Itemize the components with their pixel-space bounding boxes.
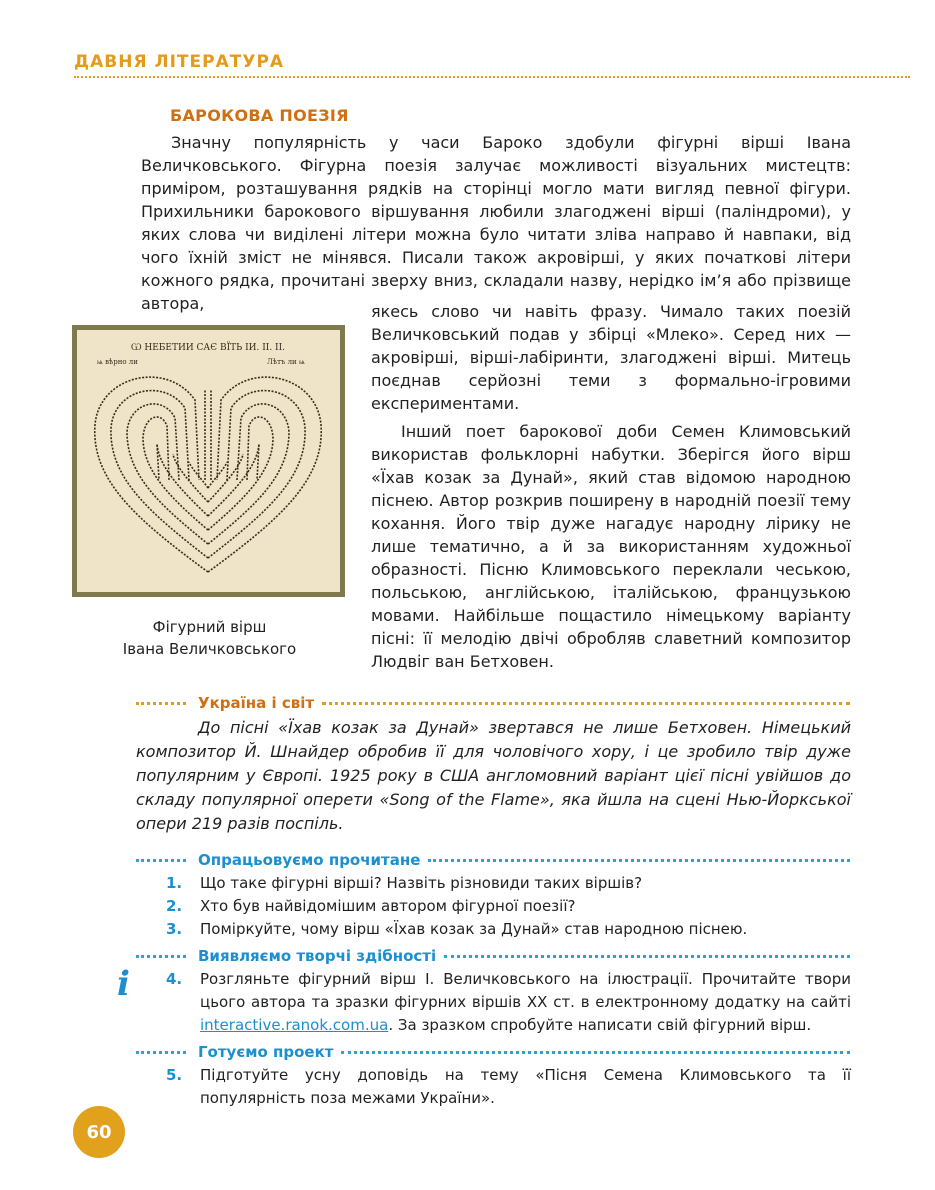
svg-text:Лѣтъ ли ѩ: Лѣтъ ли ѩ bbox=[267, 358, 305, 366]
paragraph-1-continuation: якесь слово чи навіть фразу. Чимало таких поезій Величковський подав у збірці «Млеко». Серед них — акровірші, вірші-лабіринти, злагоджені вірші. Митець поєднав серйозні теми з формально-ігровими експериментами. bbox=[371, 302, 851, 413]
page-number: 60 bbox=[73, 1106, 125, 1158]
heart-labyrinth-illustration bbox=[77, 330, 340, 592]
question-number: 2. bbox=[166, 897, 183, 915]
dotted-divider bbox=[136, 955, 186, 958]
question-item bbox=[166, 895, 851, 918]
task-text-after: . За зразком спробуйте написати свій фігурний вірш. bbox=[388, 1016, 812, 1034]
question-item bbox=[166, 872, 851, 895]
chapter-title: ДАВНЯ ЛІТЕРАТУРА bbox=[74, 52, 285, 72]
dotted-divider bbox=[136, 702, 186, 705]
box-label: Виявляємо творчі здібності bbox=[198, 947, 437, 965]
dotted-divider bbox=[341, 1051, 850, 1054]
website-link[interactable]: interactive.ranok.com.ua bbox=[200, 1016, 389, 1034]
question-number: 5. bbox=[166, 1066, 183, 1084]
caption-line-1: Фігурний вірш bbox=[152, 618, 267, 636]
task-text-before: Розгляньте фігурний вірш І. Величковського на ілюстрації. Прочитайте твори цього автора та зразки фігурних віршів ХХ ст. в електронному додатку на сайті bbox=[200, 970, 851, 1011]
box-label: Готуємо проект bbox=[198, 1043, 334, 1061]
dotted-divider bbox=[444, 955, 850, 958]
manuscript-image bbox=[77, 330, 340, 592]
paragraph-1: Значну популярність у часи Бароко здобули фігурні вірші Івана Величковського. Фігурна поезія залучає можливості візуальних мистецтв: приміром, розташування рядків на сторінці могло мати вигляд певної фігури. Прихильники барокового віршування любили злагоджені вірші (паліндроми), у яких слова чи виділені літери можна було читати зліва направо й навпаки, від чого їхній зміст не мінявся. Писали також акровірші, у яких початкові літери кожного рядка, прочитані зверху вниз, складали назву, нерідко ім’я або прізвище автора, bbox=[141, 133, 851, 313]
info-icon[interactable]: i bbox=[117, 964, 130, 1004]
dotted-divider bbox=[136, 859, 186, 862]
box-label: Україна і світ bbox=[198, 694, 315, 712]
caption-line-2: Івана Величковського bbox=[122, 640, 297, 658]
dotted-divider bbox=[322, 702, 850, 705]
question-text bbox=[200, 968, 851, 1037]
figure-caption bbox=[72, 616, 347, 660]
question-number: 1. bbox=[166, 874, 183, 892]
manuscript-heading: Ѡ НЕБЕТИИ САЄ ВЇТЬ ІИ. ІІ. ІІ. bbox=[130, 343, 286, 353]
creative-task bbox=[166, 968, 851, 1037]
box-label: Опрацьовуємо прочитане bbox=[198, 851, 421, 869]
question-item bbox=[166, 1064, 851, 1110]
question-number: 3. bbox=[166, 920, 183, 938]
question-number: 4. bbox=[166, 970, 183, 988]
dotted-divider bbox=[428, 859, 850, 862]
box-header-project bbox=[136, 1042, 850, 1062]
study-questions bbox=[166, 872, 851, 941]
question-text: Хто був найвідомішим автором фігурної поезії? bbox=[200, 897, 576, 915]
question-text: Поміркуйте, чому вірш «Їхав козак за Дунай» став народною піснею. bbox=[200, 920, 748, 938]
box-header-ukraine-world bbox=[136, 693, 850, 713]
paragraph-2: Інший поет барокової доби Семен Климовський використав фольклорні набутки. Зберігся його вірш «Їхав козак за Дунай», який став відомою народною піснею. Автор розкрив поширену в народній поезії тему кохання. Його твір дуже нагадує народну лірику не лише тематично, а й за використанням художньої образності. Пісню Климовського переклали чеською, польською, англійською, італійською, французькою мовами. Найбільше пощастило німецькому варіанту пісні: її мелодію двічі обробляв славетний композитор Людвіг ван Бетховен. bbox=[371, 422, 851, 671]
ukraine-world-text: До пісні «Їхав козак за Дунай» звертався не лише Бетховен. Німецький композитор Й. Шнайдер обробив її для чоловічого хору, і це зробило твір дуже популярним у Європі. 1925 року в США англомовний варіант цієї пісні увійшов до складу популярної оперети «Song of the Flame», яка йшла на сцені Нью-Йоркської опери 219 разів поспіль. bbox=[136, 718, 851, 833]
svg-text:ѩ вѣрно ли: ѩ вѣрно ли bbox=[97, 358, 138, 366]
header-divider bbox=[74, 76, 910, 78]
question-item bbox=[166, 968, 851, 1037]
project-task bbox=[166, 1064, 851, 1110]
question-text: Підготуйте усну доповідь на тему «Пісня Семена Климовського та її популярність поза межами України». bbox=[200, 1066, 851, 1107]
question-text: Що таке фігурні вірші? Назвіть різновиди таких віршів? bbox=[200, 874, 643, 892]
box-header-study bbox=[136, 850, 850, 870]
dotted-divider bbox=[136, 1051, 186, 1054]
figure-heart-poem bbox=[72, 325, 345, 597]
section-title: БАРОКОВА ПОЕЗІЯ bbox=[170, 106, 349, 125]
question-item bbox=[166, 918, 851, 941]
box-header-creative bbox=[136, 946, 850, 966]
